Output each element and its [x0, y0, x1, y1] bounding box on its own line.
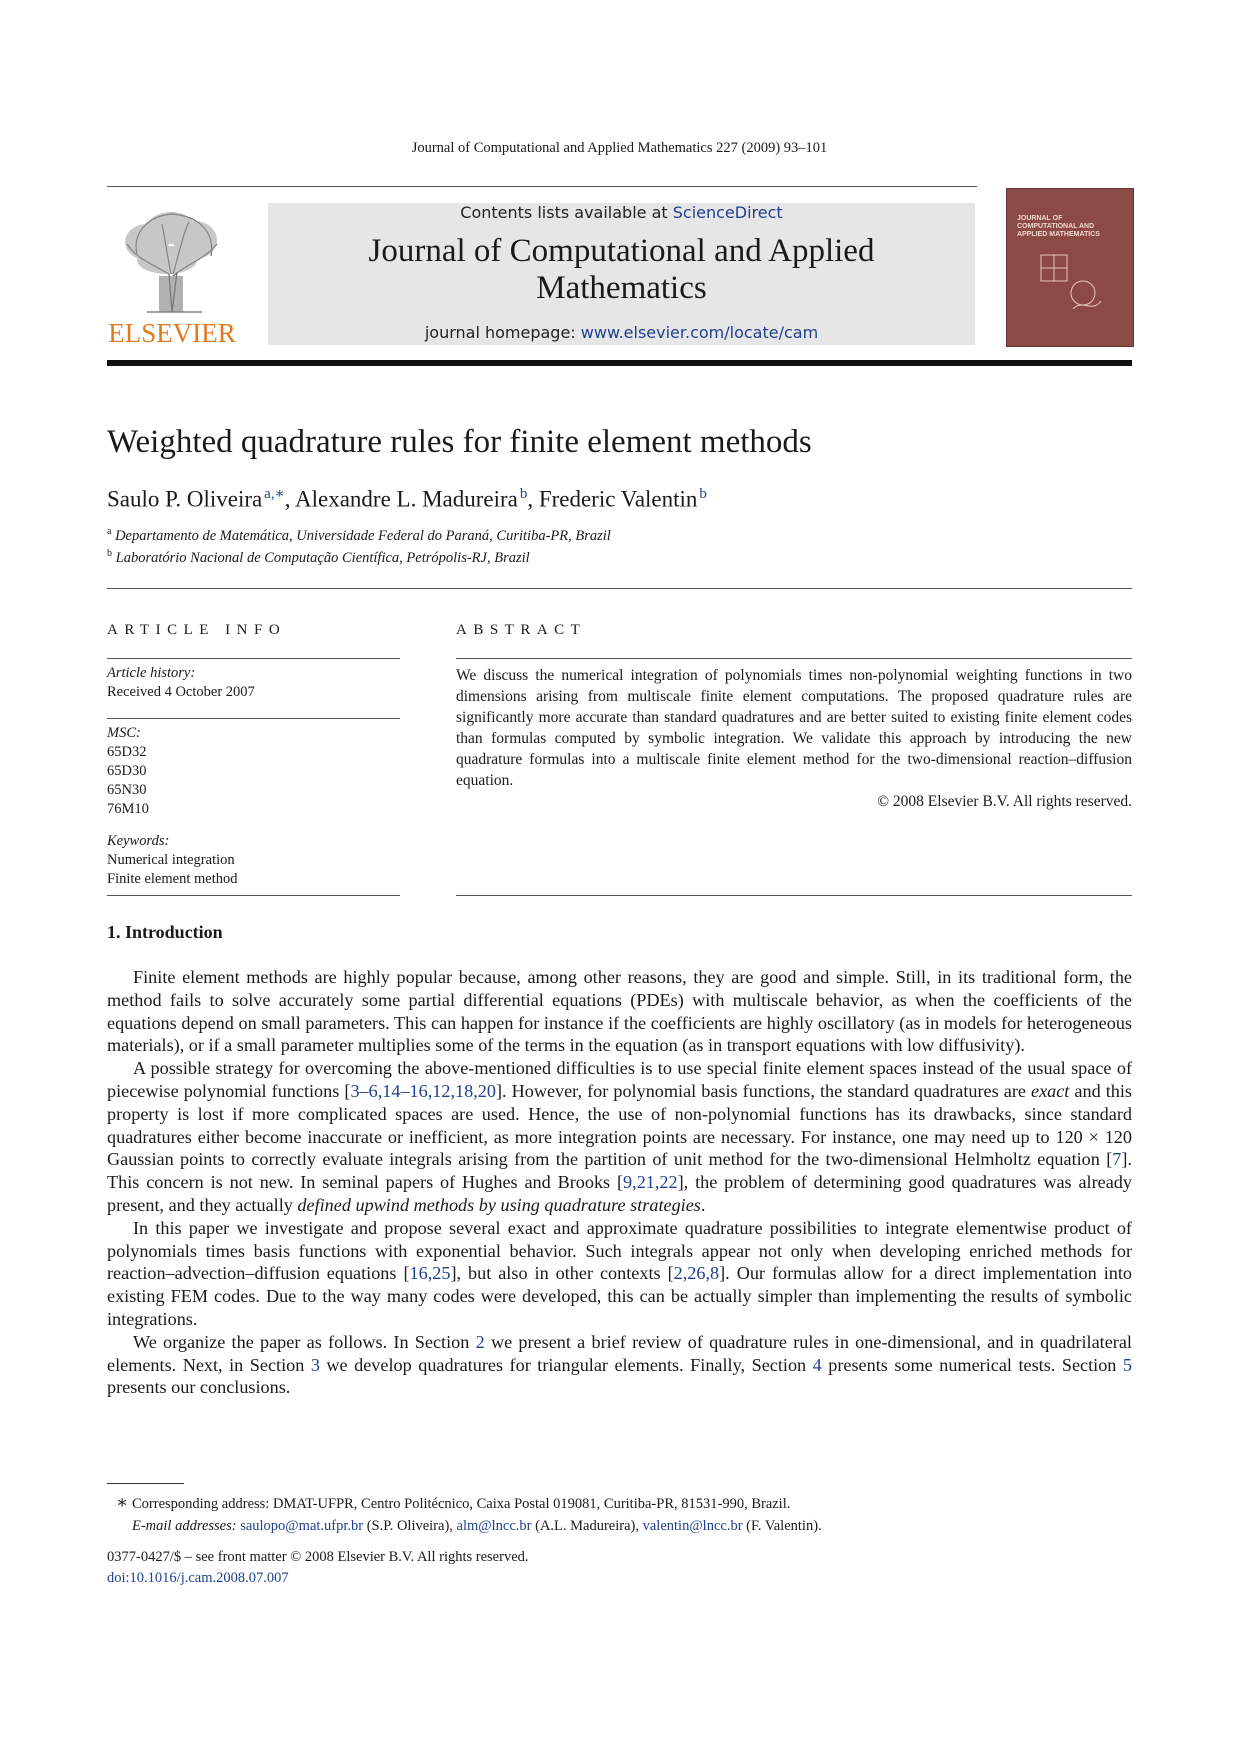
author-separator: , — [527, 486, 539, 512]
journal-banner — [268, 203, 975, 345]
text-run: ]. However, for polynomial basis functions, the standard quadratures are — [495, 1080, 1031, 1101]
contents-line — [268, 203, 975, 222]
msc-code: 65D30 — [107, 763, 147, 779]
email-link[interactable]: saulopo@mat.ufpr.br — [240, 1518, 364, 1534]
author-name: Frederic Valentin — [538, 486, 698, 512]
keywords — [107, 832, 237, 889]
section-link[interactable]: 2 — [475, 1331, 485, 1352]
text-run: we present a brief review of quadrature rules in one-dimensional, and in quadrilateral elements. Next, in Section — [107, 1331, 1132, 1375]
section-link[interactable]: 3 — [310, 1354, 320, 1375]
text-run: ], but also in other contexts [ — [450, 1263, 674, 1284]
cover-title: JOURNAL OF COMPUTATIONAL AND APPLIED MATHEMATICS — [1017, 215, 1100, 238]
text-run: ], the problem of determining good quadratures was already present, and they actually — [107, 1172, 1132, 1215]
header-rule — [107, 186, 977, 187]
paragraph — [107, 1217, 1132, 1331]
article-history — [107, 664, 255, 702]
author-list — [107, 484, 707, 513]
email-line — [132, 1515, 822, 1537]
section-link[interactable]: 5 — [1122, 1354, 1133, 1375]
email-owner: (F. Valentin). — [742, 1518, 822, 1534]
citation-link[interactable]: 3–6,14–16,12,18,20 — [350, 1080, 496, 1101]
text-run: presents our conclusions. — [107, 1377, 291, 1398]
elsevier-wordmark: ELSEVIER — [108, 318, 236, 347]
msc-code: 65N30 — [107, 782, 147, 798]
msc-label: MSC: — [107, 725, 141, 741]
abstract — [456, 665, 1132, 812]
msc-code: 65D32 — [107, 744, 147, 760]
author-affil-link[interactable]: b — [519, 486, 528, 502]
history-value: Received 4 October 2007 — [107, 684, 255, 700]
section-link[interactable]: 4 — [812, 1354, 822, 1375]
paragraph — [107, 1331, 1132, 1399]
citation-link[interactable]: 7 — [1112, 1149, 1122, 1170]
email-owner: (S.P. Oliveira), — [363, 1518, 457, 1534]
article-info-heading: ARTICLE INFO — [107, 622, 287, 638]
email-link[interactable]: valentin@lncc.br — [642, 1518, 743, 1534]
paragraph: Finite element methods are highly popular because, among other reasons, they are good and simple. Still, in its traditional form, the method fails to solve accurately some partial differential equations (PDEs) with multiscale behavior, as when the coefficients of the equations depend on small parameters. This can happen for instance if the coefficients are highly oscillatory (as in models for heterogeneous materials), or if a small parameter multiplies some of the terms in the equation (as in transport equations with low diffusivity). — [107, 967, 1132, 1056]
email-link[interactable]: alm@lncc.br — [456, 1518, 532, 1534]
footnote-marker: ∗ — [116, 1492, 129, 1512]
keywords-label: Keywords: — [107, 833, 170, 849]
emphasis: exact — [1031, 1080, 1070, 1101]
text-run: ]. Our formulas allow for a direct implementation into existing FEM codes. Due to the way many codes were developed, this can be actually simpler than implementing the results of symbolic integrations. — [107, 1263, 1133, 1329]
homepage-prefix: journal homepage: — [424, 323, 581, 342]
abstract-heading: ABSTRACT — [456, 622, 587, 638]
email-owner: (A.L. Madureira), — [531, 1518, 643, 1534]
corresponding-address: Corresponding address: DMAT-UFPR, Centro Politécnico, Caixa Postal 019081, Curitiba-PR, 81531-990, Brazil. — [132, 1496, 791, 1512]
cover-figure-icon — [1037, 249, 1107, 319]
divider — [107, 895, 400, 896]
text-run: . — [700, 1194, 706, 1215]
msc-code: 76M10 — [107, 801, 149, 817]
affiliation — [107, 526, 611, 545]
msc-codes — [107, 724, 149, 819]
author-affil-link[interactable]: b — [699, 486, 707, 502]
article-title: Weighted quadrature rules for finite element methods — [107, 424, 812, 460]
affiliation-mark: b — [107, 548, 112, 559]
citation-link[interactable]: 2,26,8 — [673, 1263, 720, 1284]
text-run: and this property is lost if more complicated spaces are used. Hence, the use of non-polynomial functions has its drawbacks, since standard quadratures either become inaccurate or inefficient, as more integration points are necessary. For instance, one may need up to 120 × 120 Gaussian points to correctly evaluate integrals arising from the partition of unit method for the two-dimensional Helmholtz equation [ — [107, 1080, 1133, 1170]
sciencedirect-link[interactable]: ScienceDirect — [672, 203, 783, 222]
doi-link[interactable]: doi:10.1016/j.cam.2008.07.007 — [107, 1570, 289, 1586]
author-affil-link[interactable]: a,∗ — [264, 486, 285, 502]
divider — [107, 588, 1132, 589]
author-name: Alexandre L. Madureira — [295, 486, 518, 512]
abstract-body: We discuss the numerical integration of polynomials times non-polynomial weighting functions in two dimensions arising from multiscale finite element computations. The proposed quadrature rules are significantly more accurate than standard quadratures and are better suited to existing finite element codes than formulas computed by symbolic integration. We validate this approach by introducing the new quadrature formulas into a multiscale finite element method for the two-dimensional reaction–diffusion equation. — [456, 667, 1132, 789]
divider — [456, 895, 1132, 896]
text-run: We organize the paper as follows. In Section — [133, 1331, 476, 1352]
divider — [456, 658, 1132, 659]
journal-name-line2: Mathematics — [536, 270, 707, 306]
footnote — [132, 1493, 822, 1537]
section-heading: 1. Introduction — [107, 922, 223, 942]
elsevier-logo — [107, 204, 237, 347]
emphasis: defined upwind methods by using quadrature strategies — [297, 1194, 701, 1215]
keyword: Numerical integration — [107, 852, 235, 868]
divider — [107, 718, 400, 719]
contents-prefix: Contents lists available at — [460, 203, 673, 222]
affiliation-mark: a — [107, 526, 112, 537]
affiliation — [107, 548, 530, 567]
author-name: Saulo P. Oliveira — [107, 486, 263, 512]
issn-line: 0377-0427/$ – see front matter © 2008 Elsevier B.V. All rights reserved. — [107, 1549, 529, 1565]
divider — [107, 658, 400, 659]
text-run: we develop quadratures for triangular elements. Finally, Section — [319, 1354, 813, 1375]
paragraph — [107, 1057, 1132, 1217]
keyword: Finite element method — [107, 871, 238, 887]
text-run: presents some numerical tests. Section — [821, 1354, 1123, 1375]
affiliation-text: Laboratório Nacional de Computação Científica, Petrópolis-RJ, Brazil — [115, 549, 530, 566]
text-run: In this paper we investigate and propose several exact and approximate quadrature possibilities to integrate elementwise product of polynomials times basis functions with exponential behavior. Such integrals appear not only when developing enriched methods for reaction–advection–diffusion equations [ — [107, 1217, 1132, 1284]
footnote-rule — [107, 1483, 184, 1484]
journal-name-line1: Journal of Computational and Applied — [368, 233, 875, 269]
email-label: E-mail addresses: — [132, 1518, 237, 1534]
text-run: ]. This concern is not new. In seminal papers of Hughes and Brooks [ — [107, 1149, 1132, 1193]
introduction-body — [107, 966, 1132, 1399]
journal-cover-image — [1006, 188, 1134, 347]
masthead-rule — [107, 360, 1132, 366]
homepage-line — [268, 323, 975, 342]
text-run: A possible strategy for overcoming the above-mentioned difficulties is to use special finite element spaces instead of the usual space of piecewise polynomial functions [ — [107, 1058, 1132, 1101]
journal-name — [268, 233, 975, 307]
citation-link[interactable]: 16,25 — [409, 1263, 451, 1284]
history-label: Article history: — [107, 665, 196, 681]
citation-link[interactable]: 9,21,22 — [623, 1172, 678, 1193]
author-separator: , — [284, 486, 296, 512]
affiliation-text: Departamento de Matemática, Universidade Federal do Paraná, Curitiba-PR, Brazil — [115, 527, 611, 544]
running-header: Journal of Computational and Applied Mathematics 227 (2009) 93–101 — [411, 140, 828, 156]
homepage-link[interactable]: www.elsevier.com/locate/cam — [580, 323, 819, 342]
abstract-copyright: © 2008 Elsevier B.V. All rights reserved. — [877, 793, 1132, 810]
